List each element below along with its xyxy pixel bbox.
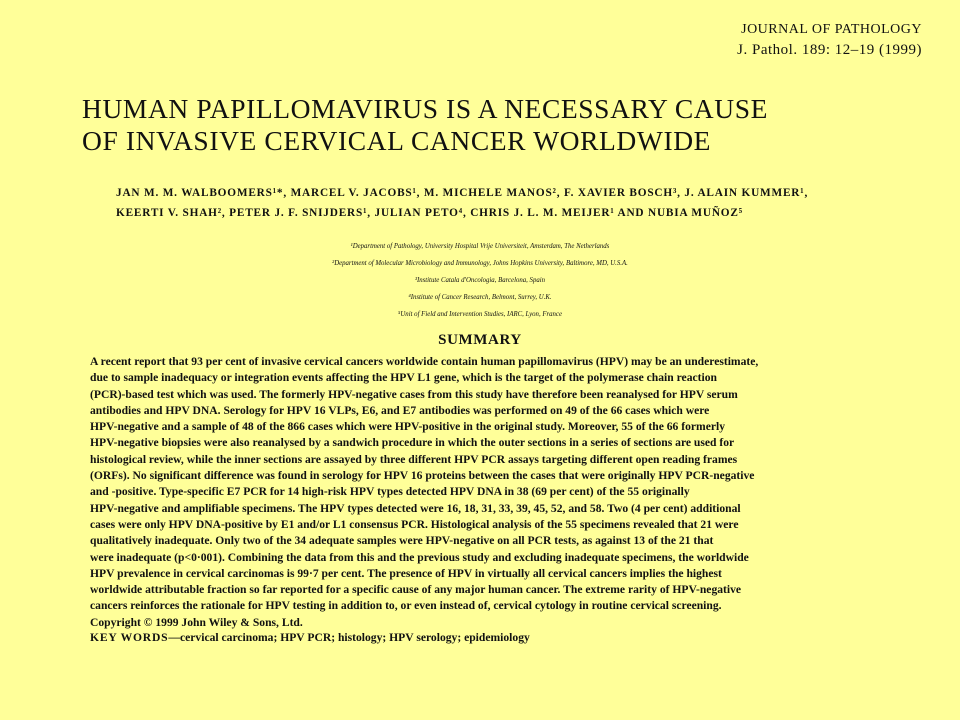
summary-line: cancers reinforces the rationale for HPV testing in addition to, or even instead of, cervical cytology in routine cervical screening. [90,599,722,613]
affiliation: ¹Department of Pathology, University Hospital Vrije Universiteit, Amsterdam, The Netherlands [350,243,610,250]
title-line-2: OF INVASIVE CERVICAL CANCER WORLDWIDE [82,125,712,156]
author-line-2: KEERTI V. SHAH², PETER J. F. SNIJDERS¹, JULIAN PETO⁴, CHRIS J. L. M. MEIJER¹ AND NUBIA MUÑOZ⁵ [116,207,743,219]
affiliation: ²Department of Molecular Microbiology and Immunology, Johns Hopkins University, Baltimore, MD, U.S.A. [332,260,628,267]
affiliation: ⁴Institute of Cancer Research, Belmont, Surrey, U.K. [408,294,552,301]
summary-line: antibodies and HPV DNA. Serology for HPV 16 VLPs, E6, and E7 antibodies was performed on 49 of the 66 cases which were [90,403,710,417]
journal-header [737,20,922,60]
summary-line: A recent report that 93 per cent of invasive cervical cancers worldwide contain human papillomavirus (HPV) may be an underestimate, [90,355,759,368]
summary-line: HPV prevalence in cervical carcinomas is 99·7 per cent. The presence of HPV in virtually all cervical cancers implies the highest [90,566,722,580]
summary-line: (PCR)-based test which was used. The formerly HPV-negative cases from this study have therefore been reanalysed for HPV serum [90,387,738,401]
summary-line: HPV-negative biopsies were also reanalysed by a sandwich procedure in which the outer sections in a series of sections are used for [90,436,735,450]
keywords [90,631,530,644]
summary-line: were inadequate (p<0·001). Combining the data from this and the previous study and excluding inadequate specimens, the worldwide [90,550,749,564]
summary-line: due to sample inadequacy or integration events affecting the HPV L1 gene, which is the target of the polymerase chain reaction [90,371,717,385]
keywords-label: KEY WORDS [90,631,169,644]
keywords-text: —cervical carcinoma; HPV PCR; histology; HPV serology; epidemiology [168,631,530,644]
summary-line: qualitatively inadequate. Only two of the 34 adequate samples were HPV-negative on all PCR tests, as against 13 of the 21 that [90,534,714,548]
affiliation: ⁵Unit of Field and Intervention Studies, IARC, Lyon, France [398,311,562,318]
summary-line: (ORFs). No significant difference was found in serology for HPV 16 proteins between the cases that were originally HPV PCR-negative [90,469,755,483]
summary-heading: SUMMARY [438,332,522,348]
summary-line: histological review, while the inner sections are assayed by three different HPV PCR assays targeting different open reading frames [90,452,738,466]
affiliation: ³Institute Catala d'Oncologia, Barcelona, Spain [414,277,546,284]
summary-line: cases were only HPV DNA-positive by E1 and/or L1 consensus PCR. Histological analysis of the 55 specimens revealed that 21 were [90,517,739,531]
summary-body [90,354,870,631]
journal-name: JOURNAL OF PATHOLOGY [741,22,922,37]
summary-line: and -positive. Type-specific E7 PCR for 14 high-risk HPV types detected HPV DNA in 38 (69 per cent) of the 55 originally [90,485,690,499]
journal-citation: J. Pathol. 189: 12–19 (1999) [737,42,922,58]
author-list [116,183,876,223]
title-line-1: HUMAN PAPILLOMAVIRUS IS A NECESSARY CAUSE [82,93,769,124]
summary-line: HPV-negative and amplifiable specimens. The HPV types detected were 16, 18, 31, 33, 39, 45, 52, and 58. Two (4 per cent) additional [90,501,741,515]
affiliations [0,238,960,323]
copyright-line: Copyright © 1999 John Wiley & Sons, Ltd. [90,615,303,629]
author-line-1: JAN M. M. WALBOOMERS¹*, MARCEL V. JACOBS¹, M. MICHELE MANOS², F. XAVIER BOSCH³, J. ALAIN KUMMER¹, [116,187,809,199]
summary-line: HPV-negative and a sample of 48 of the 866 cases which were HPV-positive in the original study. Moreover, 55 of the 66 formerly [90,420,726,434]
summary-line: worldwide attributable fraction so far reported for a specific cause of any major human cancer. The extreme rarity of HPV-negative [90,583,742,597]
article-title [82,93,882,157]
